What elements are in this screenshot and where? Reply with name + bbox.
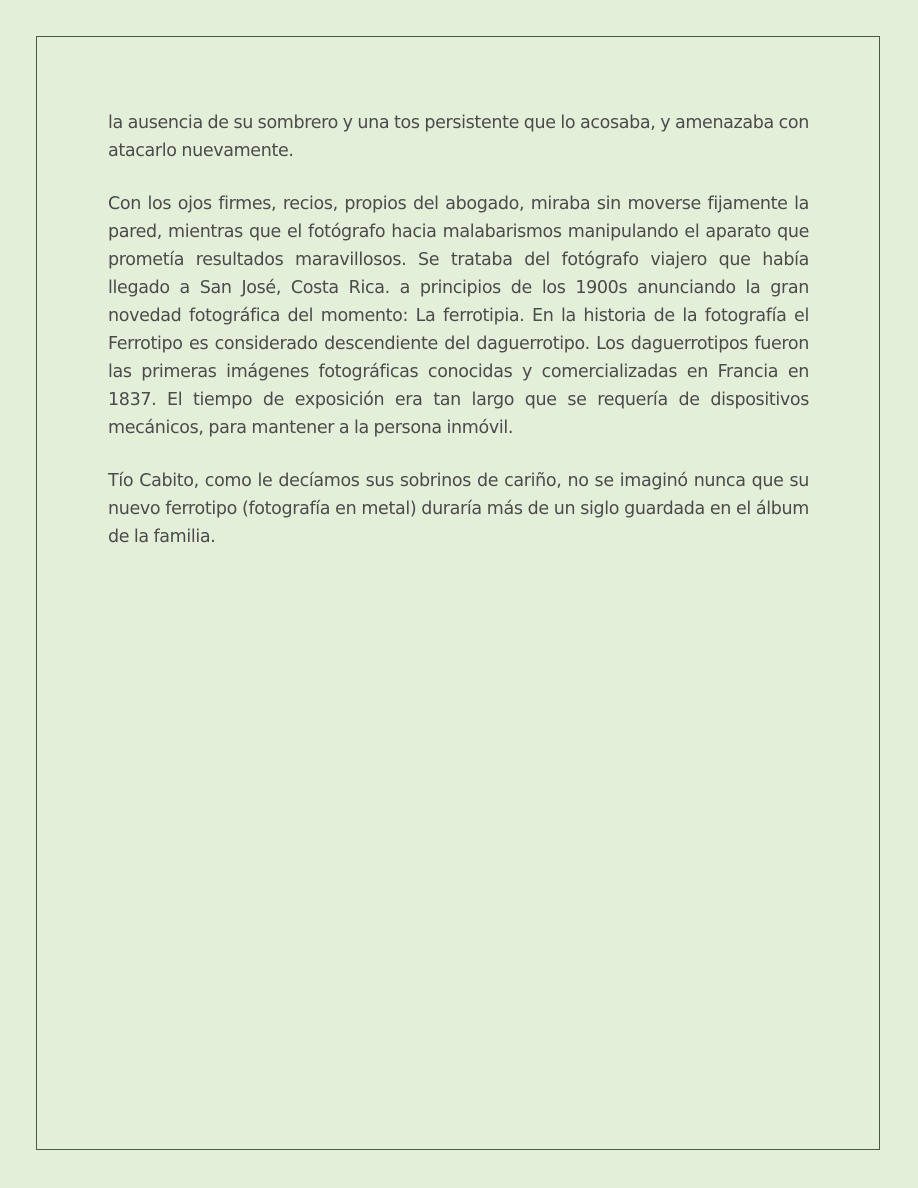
paragraph-3: Tío Cabito, como le decíamos sus sobrinos de cariño, no se imaginó nunca que su nuevo ferrotipo (fotografía en metal) duraría más de un siglo guardada en el álbum de la familia. xyxy=(108,471,809,547)
paragraph-2: Con los ojos firmes, recios, propios del abogado, miraba sin moverse fijamente la pared, mientras que el fotógrafo hacia malabarismos manipulando el aparato que prometía resultados maravillosos. Se trataba del fotógrafo viajero que había llegado a San José, Costa Rica. a principios de los 1900s anunciando la gran novedad fotográfica del momento: La ferrotipia. En la historia de la fotografía el Ferrotipo es considerado descendiente del daguerrotipo. Los daguerrotipos fueron las primeras imágenes fotográficas conocidas y comercializadas en Francia en 1837. El tiempo de exposición era tan largo que se requería de dispositivos mecánicos, para mantener a la persona inmóvil. xyxy=(108,194,809,438)
document-body xyxy=(108,109,809,551)
paragraph-1: la ausencia de su sombrero y una tos persistente que lo acosaba, y amenazaba con atacarlo nuevamente. xyxy=(108,113,809,161)
